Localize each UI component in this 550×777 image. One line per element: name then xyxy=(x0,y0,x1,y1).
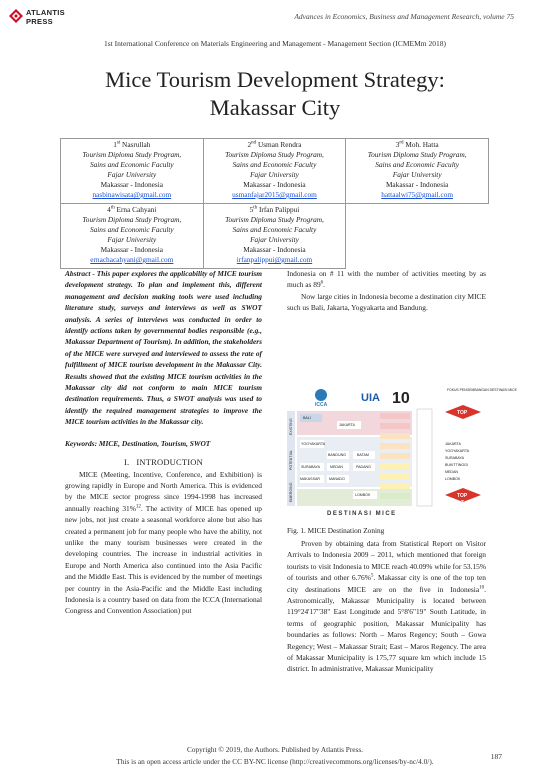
focus-label: FOKUS PENGEMBANGAN DESTINASI MICE xyxy=(447,388,517,392)
publisher-logo xyxy=(9,8,65,34)
author-cell: 5th Irfan Palippui Tourism Diploma Study Program, Sains and Economic Faculty Fajar University Makassar - Indonesia irfanpalippui@gmail.com xyxy=(203,204,346,269)
axis-existing: EXISTING xyxy=(289,418,293,435)
author-email-link[interactable]: usmanfajar2015@gmail.com xyxy=(232,190,317,199)
publisher-line2: PRESS xyxy=(26,17,53,26)
icca-label: ICCA xyxy=(315,402,328,408)
atlantis-logo-icon xyxy=(9,9,23,23)
title-line-2: Makassar City xyxy=(209,95,341,120)
journal-header: Advances in Economics, Business and Management Research, volume 75 xyxy=(294,12,514,21)
author-name: Moh. Hatta xyxy=(405,140,439,149)
mice-zoning-figure xyxy=(287,385,517,519)
right-column xyxy=(287,268,486,314)
city-label: YOGYAKARTA xyxy=(301,442,326,446)
axis-potential: POTENTIAL xyxy=(289,450,293,470)
publisher-name xyxy=(26,8,65,26)
author-name: Nasrullah xyxy=(122,140,151,149)
focus-city-label: YOGYAKARTA xyxy=(445,449,470,453)
footer-copyright: Copyright © 2019, the Authors. Published by Atlantis Press. xyxy=(186,745,363,754)
city-label: MEDAN xyxy=(330,465,343,469)
city-label: MAKASSAR xyxy=(300,477,320,481)
axis-emerging: EMERGING xyxy=(289,482,293,502)
author-email-link[interactable]: hattaalwi75@gmail.com xyxy=(381,190,454,199)
author-email-link[interactable]: nasbinawisata@gmail.com xyxy=(92,190,172,199)
top-badge-label: TOP xyxy=(457,493,468,499)
left-column xyxy=(65,268,262,617)
icca-logo-icon xyxy=(315,389,327,401)
top-badge-label: TOP xyxy=(457,410,468,416)
city-label: JAKARTA xyxy=(339,423,355,427)
author-email-link[interactable]: irfanpalippui@gmail.com xyxy=(236,255,313,264)
authors-table xyxy=(60,138,489,269)
author-email-link[interactable]: ernachacahyani@gmail.com xyxy=(90,255,174,264)
focus-city-label: JAKARTA xyxy=(445,442,461,446)
right-paragraph-2: Now large cities in Indonesia become a destination city MICE such us Bali, Jakarta, Yogyakarta and Bandung. xyxy=(287,291,486,313)
page-number: 187 xyxy=(490,752,502,761)
focus-city-label: LOMBOK xyxy=(445,477,461,481)
author-cell: 1st Nasrullah Tourism Diploma Study Program, Sains and Economic Faculty Fajar University Makassar - Indonesia nasbinawisata@gmail.com xyxy=(61,139,204,204)
author-cell: 4th Erna Cahyani Tourism Diploma Study Program, Sains and Economic Faculty Fajar University Makassar - Indonesia ernachacahyani@gmail.com xyxy=(61,204,204,269)
author-name: Irfan Palippui xyxy=(259,205,300,214)
figure-graphic xyxy=(287,385,517,519)
author-name: Usman Rendra xyxy=(257,140,302,149)
destination-mice-label: DESTINASI MICE xyxy=(327,511,397,517)
empty-cell xyxy=(346,204,489,269)
city-label: BATAM xyxy=(357,453,369,457)
author-name: Erna Cahyani xyxy=(116,205,157,214)
right-paragraph-1: Indonesia on # 11 with the number of activities meeting by as much as $89^6$. xyxy=(287,269,486,290)
city-label: PADANG xyxy=(356,465,371,469)
publisher-line1: ATLANTIS xyxy=(26,8,65,17)
author-cell: 2nd Usman Rendra Tourism Diploma Study Program, Sains and Economic Faculty Fajar University Makassar - Indonesia usmanfajar2015@gmail.com xyxy=(203,139,346,204)
focus-city-label: BUKITTINGGI xyxy=(445,463,468,467)
top-ten-number: 10 xyxy=(392,390,410,407)
right-paragraph-3: Proven by obtaining data from Statistical Report on Visitor Arrivals to Indonesia 2009 – 2011, which mentioned that foreign tourists to visit Indonesia to MICE reach 40.09% while for 53.15% of tourists and other 6.76%$^5$. Makassar city is one of the top ten city destinations MICE are on the five in Indonesia$^{10}$. Astronomically, Makassar Municipality is located between 119°24'17"38" East Longitude and 5°8'6"19" South Latitude, in terms of geographic position, Makassar Municipality has boundaries as follows: North – Maros Regency; South – Gowa Regency; West – Makassar Strait; East – Maros Regency. The area of Makassar Municipality is 175,77 square km which include 15 district. In administrative, Makassar Municipality xyxy=(287,539,486,674)
intro-paragraph: MICE (Meeting, Incentive, Conference, and Exhibition) is growing rapidly in Europe and North America. This is evidenced by the MICE sector progress since 1994-1998 has increased annually reaching 31%$^{12}$. The activity of MICE has opened up new jobs, not just create a seasonal workforce alone but also has created a permanent job for many people who have the ability, not unlike the many tourism businesses were created in the developing countries. The increase in industrial activities in Europe and North America also continued into the Asia Pacific and the Middle East. This is evidenced by the number of meetings per country in the Asia-Pacific and the Middle East including Indonesia is a country based on data from the ICCA (International Congress and Convention Association) put xyxy=(65,469,262,616)
section-heading-introduction: I. INTRODUCTION xyxy=(124,457,203,468)
author-cell: 3rd Moh. Hatta Tourism Diploma Study Program, Sains and Economic Faculty Fajar University Makassar - Indonesia hattaalwi75@gmail.com xyxy=(346,139,489,204)
keywords: Keywords: MICE, Destination, Tourism, SWOT xyxy=(65,438,211,448)
abstract: Abstract - This paper explores the applicability of MICE tourism development strategy. To plan and implement this, different management and decision making tools were used including literature study, surveys and interviews as well as SWOT analysis. A series of interviews was conducted in order to identify actions taken by governmental bodies responsible (e.g., Makassar Department of Tourism). In addition, the stakeholders of the MICE were surveyed and interviewed to assess the rate of fulfillment of MICE tourism development in the Makassar City. Results showed that the existing MICE tourism activities in the Makassar city did not conform to main MICE tourism destination requirements. Thus, a SWOT analysis was used to identify the required management strategies to improve the MICE tourism activities in the Makassar city. xyxy=(65,269,262,427)
footer-license: This is an open access article under the CC BY-NC license (http://creativecommons.org/licenses/by-nc/4.0/). xyxy=(116,757,434,766)
city-label: BANDUNG xyxy=(328,453,346,457)
title-line-1: Mice Tourism Development Strategy: xyxy=(105,67,445,92)
facility-column xyxy=(380,413,410,499)
city-label: BALI xyxy=(303,416,311,420)
uia-label: UIA xyxy=(361,392,380,404)
city-label: MANADO xyxy=(329,477,345,481)
focus-city-label: SURABAYA xyxy=(445,456,465,460)
focus-city-label: MEDAN xyxy=(445,470,458,474)
city-label: SURABAYA xyxy=(301,465,321,469)
right-column-lower xyxy=(287,538,486,675)
figure-caption: Fig. 1. MICE Destination Zoning xyxy=(287,526,385,535)
top-badge-number: 7 xyxy=(461,500,464,506)
paper-title xyxy=(0,66,550,122)
conference-header: 1st International Conference on Materials Engineering and Management - Management Section (ICMEMm 2018) xyxy=(104,39,446,48)
city-label: LOMBOK xyxy=(355,493,371,497)
